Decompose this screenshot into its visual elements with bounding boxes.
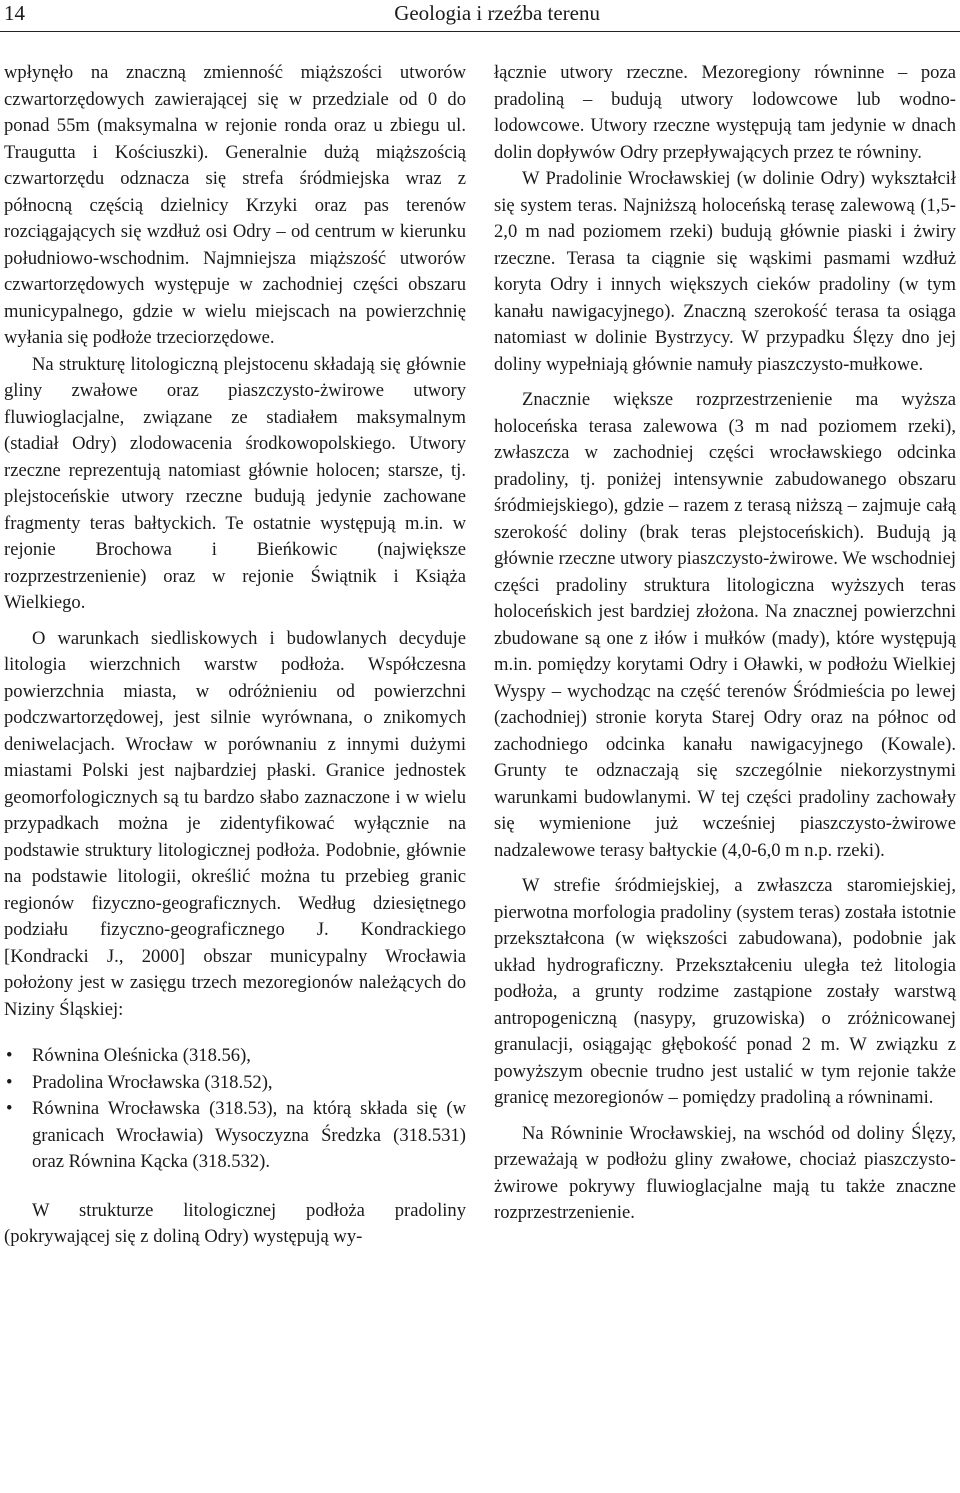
right-paragraph-3: Znacznie większe rozprzestrzenienie ma wyższa holoceńska terasa zalewowa (3 m nad poziomem rzeki), zwłaszcza w zachodniej części wrocławskiego odcinka pradoliny, tj. poniżej intensywnie zabudowanego obszaru śródmiejskiego), gdzie – razem z terasą niższą – zajmuje całą szerokość doliny (brak teras plejstoceńskich). Budują ją głównie rzeczne utwory piaszczysto-żwirowe. We wschodniej części pradoliny struktura litologiczna wyższych teras holoceńskich jest bardziej złożona. Na znacznej powierzchni zbudowane są one z iłów i mułków (mady), które występują m.in. pomiędzy korytami Odry i Oławki, w podłożu Wielkiej Wyspy – wychodząc na część terenów Śródmieścia po lewej (zachodniej) stronie koryta Starej Odry oraz na północ od zachodniego odcinka kanału nawigacyjnego (Kowale). Grunty te odznaczają się szczególnie niekorzystnymi warunkami budowlanymi. W tej części pradoliny zachowały się wymienione już wcześniej piaszczysto-żwirowe nadzalewowe terasy bałtyckie (4,0-6,0 m n.p. rzeki).: [494, 389, 956, 861]
left-paragraph-2: Na strukturę litologiczną plejstocenu składają się głównie gliny zwałowe oraz piaszczysto-żwirowe utwory fluwioglacjalne, związane ze stadiałem maksymalnym (stadiał Odry) zlodowacenia środkowopolskiego. Utwory rzeczne reprezentują natomiast głównie holocen; starsze, tj. plejstoceńskie utwory rzeczne budują jedynie zachowane fragmenty teras bałtyckich. Te ostatnie występują m.in. w rejonie Brochowa i Bieńkowic (największe rozprzestrzenienie) oraz w rejonie Świątnik i Książa Wielkiego.: [4, 353, 466, 613]
page-header: [0, 0, 960, 34]
page-number: 14: [4, 1, 25, 25]
right-paragraph-4: W strefie śródmiejskiej, a zwłaszcza staromiejskiej, pierwotna morfologia pradoliny (system teras) została istotnie przekształcona (w większości zabudowana), podobnie jak układ hydrograficzny. Przekształceniu uległa też litologia podłoża, a grunty rodzime zastąpione zostały warstwą antropogeniczną (nasypy, gruzowiska) o zróżnicowanej granulacji, osiągając głębokość ponad 2 m. W związku z powyższym obecnie trudno jest ustalić w tym rejonie także granicę mezoregionów – pomiędzy pradoliną a równinami.: [494, 875, 956, 1108]
right-paragraph-2: W Pradolinie Wrocławskiej (w dolinie Odry) wykształcił się system teras. Najniższą holoceńską terasę zalewową (1,5-2,0 m nad poziomem rzeki) budują głównie piaski i żwiry rzeczne. Terasa ta ciągnie się wąskimi pasmami wzdłuż koryta Odry i innych większych cieków pradoliny (w tym kanału nawigacyjnego). Znaczną szerokość terasa ta osiąga natomiast w dolinie Bystrzycy. W przypadku Ślęzy dno jej doliny wypełniają głównie namuły piaszczysto-mułkowe.: [494, 168, 956, 375]
list-item: • Równina Wrocławska (318.53), na którą składa się (w granicach Wrocławia) Wysoczyzna Średzka (318.531) oraz Równina Kącka (318.532).: [4, 1096, 466, 1176]
right-paragraph-1: łącznie utwory rzeczne. Mezoregiony równinne – poza pradoliną – budują utwory lodowcowe lub wodno-lodowcowe. Utwory rzeczne występują tam jedynie w dnach dolin dopływów Odry przepływających przez te równiny.: [494, 62, 956, 163]
right-paragraph-5: Na Równinie Wrocławskiej, na wschód od doliny Ślęzy, przeważają w podłożu gliny zwałowe, chociaż piaszczysto-żwirowe pokrywy fluwioglacjalne mają tu także znaczne rozprzestrzenienie.: [494, 1122, 956, 1223]
header-rule: [0, 31, 960, 32]
running-title: Geologia i rzeźba terenu: [394, 1, 600, 25]
list-item: • Równina Oleśnicka (318.56),: [4, 1043, 466, 1070]
left-column: [4, 60, 466, 1251]
right-column: [494, 60, 956, 1227]
list-item: • Pradolina Wrocławska (318.52),: [4, 1070, 466, 1097]
left-paragraph-1: wpłynęło na znaczną zmienność miąższości utworów czwartorzędowych zawierającej się w przedziale od 0 do ponad 55m (maksymalna w rejonie ronda oraz u zbiegu ul. Traugutta i Kościuszki). Generalnie dużą miąższością czwartorzędu odznacza się strefa śródmiejska wraz z północną częścią dzielnicy Krzyki oraz pas terenów rozciągających się wzdłuż osi Odry – od centrum w kierunku południowo-wschodnim. Najmniejsza miąższość utworów czwartorzędowych występuje w zachodniej części obszaru municypalnego, gdzie w wielu miejscach na powierzchnię wyłania się podłoże trzeciorzędowe.: [4, 62, 466, 348]
left-paragraph-3: O warunkach siedliskowych i budowlanych decyduje litologia wierzchnich warstw podłoża. Współczesna powierzchnia miasta, w odróżnieniu od powierzchni podczwartorzędowej, jest silnie wyrównana, o znikomych deniwelacjach. Wrocław w porównaniu z innymi dużymi miastami Polski jest najbardziej płaski. Granice jednostek geomorfologicznych są tu bardzo słabo zaznaczone i w wielu przypadkach można je zidentyfikować wyłącznie na podstawie struktury litologicznej podłoża. Podobnie, głównie na podstawie litologii, określić można tu przebieg granic regionów fizyczno-geograficznych. Według dziesiętnego podziału fizyczno-geograficznego J. Kondrackiego [Kondracki J., 2000] obszar municypalny Wrocławia położony jest w zasięgu trzech mezoregionów należących do Niziny Śląskiej:: [4, 627, 466, 1020]
mesoregion-list: [4, 1043, 466, 1176]
left-paragraph-4: W strukturze litologicznej podłoża pradoliny (pokrywającej się z doliną Odry) występują wy-: [4, 1199, 466, 1247]
